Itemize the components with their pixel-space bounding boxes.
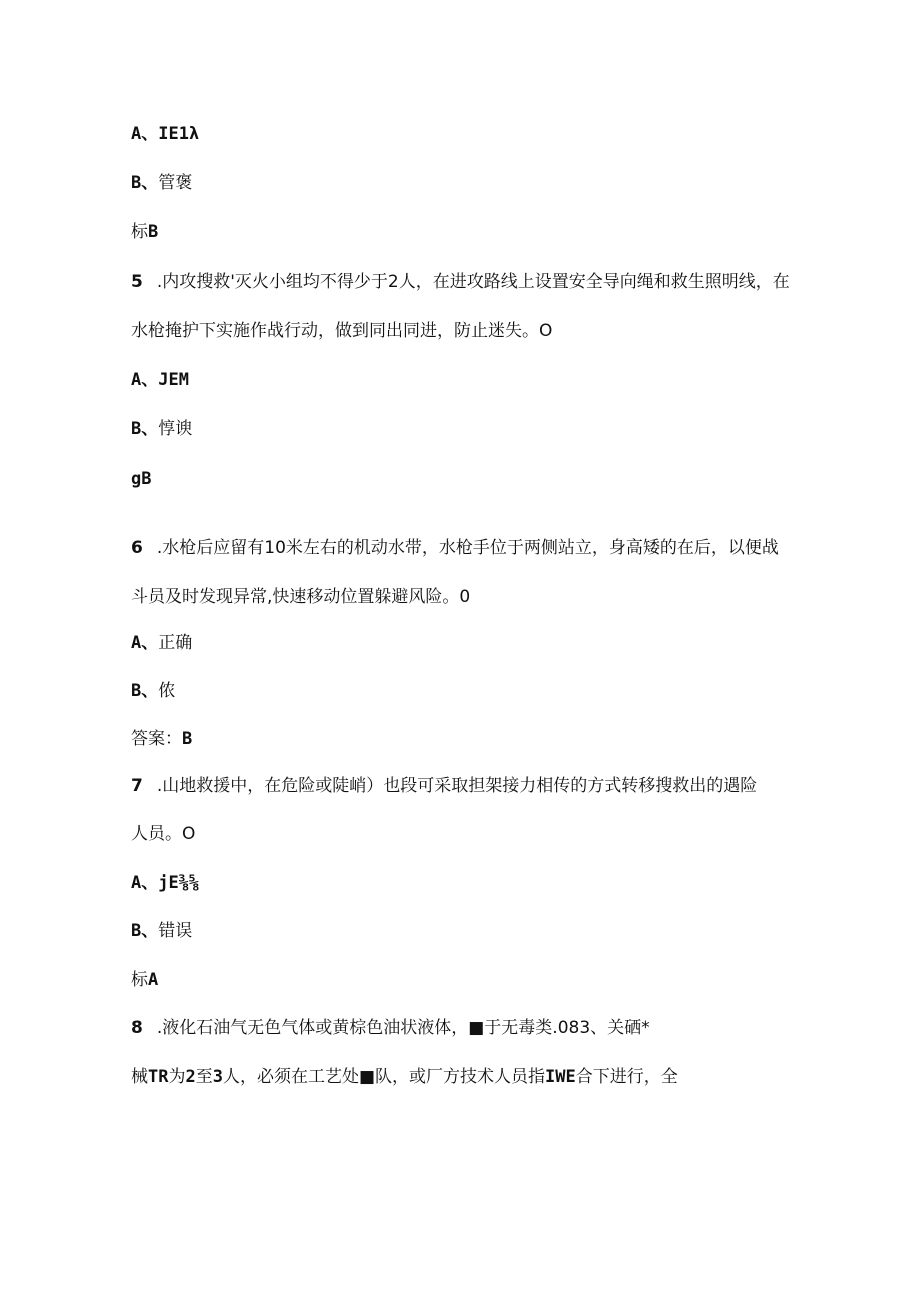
- option-text: jE⅜⅝: [158, 873, 200, 893]
- answer-line: [131, 729, 192, 749]
- question-line-continued: [131, 1067, 678, 1087]
- option-label: A、: [131, 124, 159, 144]
- option-label: A、: [131, 370, 159, 390]
- option-b-line: [131, 173, 192, 193]
- question-line: [131, 538, 779, 558]
- option-b-line: [131, 921, 192, 941]
- answer-line: [131, 469, 151, 489]
- option-text: 管褒: [158, 173, 193, 193]
- question-number: 6: [131, 538, 143, 558]
- answer-value: A: [148, 970, 159, 990]
- question-text: .内攻搜救'灭火小组均不得少于2人，在进攻路线上设置安全导向绳和救生照明线，在: [156, 272, 790, 292]
- question-text: 斗员及时发现异常,快速移动位置躲避风险。0: [131, 587, 471, 607]
- option-label: B、: [131, 173, 159, 193]
- question-text: .液化石油气无色气体或黄棕色油状液体，■于无毒类.083、关硒*: [156, 1018, 650, 1038]
- answer-value: gB: [131, 469, 152, 489]
- answer-line: [131, 970, 158, 990]
- option-a-line: [131, 633, 192, 653]
- question-text: .水枪后应留有10米左右的机动水带，水枪手位于两侧站立，身高矮的在后，以便战: [156, 538, 779, 558]
- option-text: IE1λ: [158, 124, 200, 144]
- answer-value: B: [182, 729, 193, 749]
- answer-label: 答案：: [131, 729, 182, 749]
- option-text: JEM: [158, 370, 189, 390]
- question-line-continued: [131, 587, 470, 607]
- option-label: A、: [131, 873, 159, 893]
- answer-line: [131, 222, 158, 242]
- text-fragment: 为: [168, 1067, 186, 1087]
- option-label: A、: [131, 633, 159, 653]
- question-text: .山地救援中，在危险或陡峭）也段可采取担架接力相传的方式转移搜救出的遇险: [156, 776, 758, 796]
- text-fragment-bold: 2: [185, 1067, 196, 1087]
- option-text: 侬: [158, 681, 176, 701]
- text-fragment: 人，必须在工艺处■队，或厂方技术人员指: [222, 1067, 546, 1087]
- question-number: 5: [131, 272, 143, 292]
- text-fragment: 械: [131, 1067, 148, 1087]
- text-fragment: 至: [195, 1067, 213, 1087]
- question-line: [131, 776, 757, 796]
- option-a-line: [131, 124, 199, 144]
- text-fragment-bold: IWE: [545, 1067, 576, 1087]
- option-text: 惇谀: [158, 419, 193, 439]
- option-label: B、: [131, 419, 159, 439]
- question-text: 水枪掩护下实施作战行动，做到同出同进，防止迷失。O: [131, 321, 553, 341]
- option-b-line: [131, 419, 192, 439]
- question-line: [131, 1018, 650, 1038]
- option-a-line: [131, 873, 199, 893]
- option-label: B、: [131, 921, 159, 941]
- option-a-line: [131, 370, 189, 390]
- question-number: 8: [131, 1018, 143, 1038]
- text-fragment-bold: 3: [212, 1067, 223, 1087]
- question-number: 7: [131, 776, 143, 796]
- option-text: 正确: [158, 633, 193, 653]
- question-line-continued: [131, 824, 195, 844]
- option-label: B、: [131, 681, 159, 701]
- answer-label: 标: [131, 970, 148, 990]
- question-line-continued: [131, 321, 552, 341]
- option-text: 错误: [158, 921, 193, 941]
- answer-label: 标: [131, 222, 148, 242]
- text-fragment-bold: TR: [148, 1067, 169, 1087]
- question-text: 人员。O: [131, 824, 196, 844]
- text-fragment: 合下进行，全: [575, 1067, 678, 1087]
- question-line: [131, 272, 790, 292]
- option-b-line: [131, 681, 175, 701]
- answer-value: B: [148, 222, 159, 242]
